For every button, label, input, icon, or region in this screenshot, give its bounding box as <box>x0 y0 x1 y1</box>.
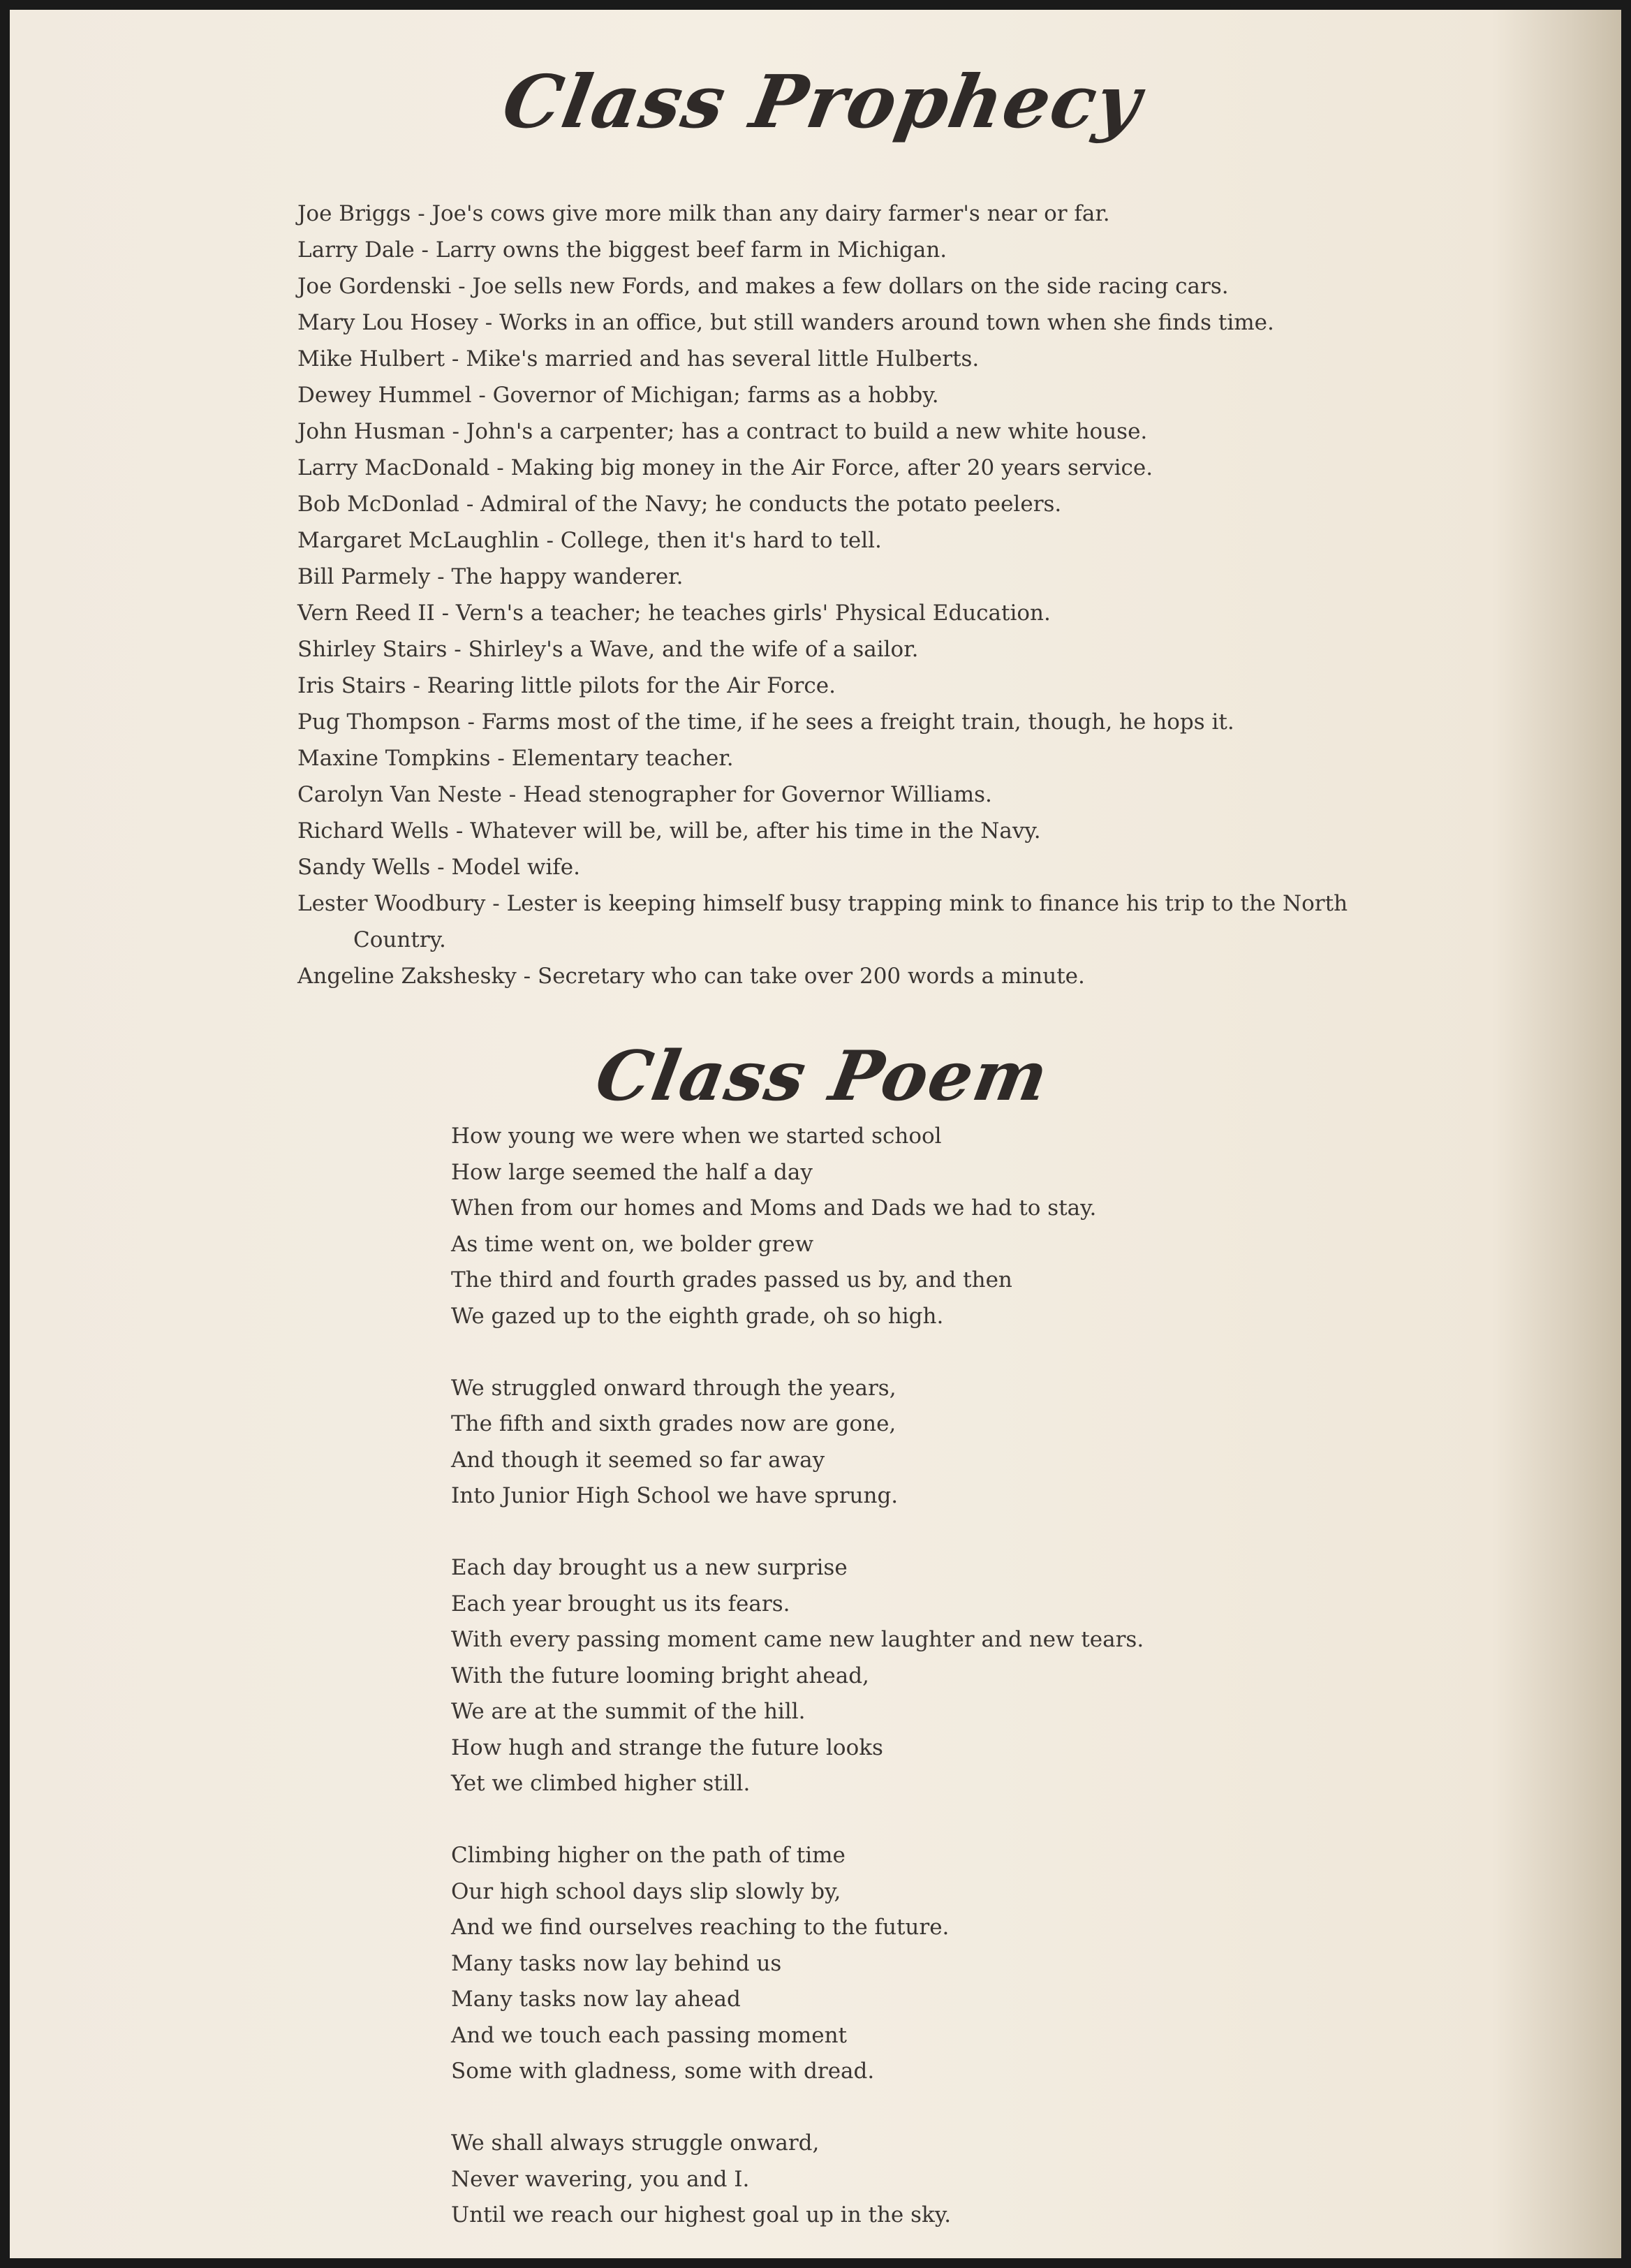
prophecy-entry: Mike Hulbert - Mike's married and has several little Hulberts. <box>297 346 980 371</box>
poem-line: Yet we climbed higher still. <box>451 1771 751 1796</box>
poem-line: With the future looming bright ahead, <box>451 1663 869 1688</box>
poem-line: Climbing higher on the path of time <box>451 1843 846 1868</box>
poem-line: Many tasks now lay ahead <box>451 1987 741 2012</box>
prophecy-entry: Joe Gordenski - Joe sells new Fords, and makes a few dollars on the side racing cars. <box>297 274 1229 299</box>
poem-stanza <box>451 1550 1429 1802</box>
poem-line: Into Junior High School we have sprung. <box>451 1483 899 1508</box>
poem-line: Never wavering, you and I. <box>451 2166 750 2192</box>
class-poem-title: Class Poem <box>590 1036 1055 1117</box>
poem-line: Each day brought us a new surprise <box>451 1555 848 1580</box>
prophecy-entry: Carolyn Van Neste - Head stenographer for Governor Williams. <box>297 782 992 807</box>
poem-line: We gazed up to the eighth grade, oh so high. <box>451 1303 944 1329</box>
prophecy-entry: John Husman - John's a carpenter; has a contract to build a new white house. <box>297 419 1148 444</box>
prophecy-entry: Richard Wells - Whatever will be, will be, after his time in the Navy. <box>297 818 1041 844</box>
poem-line: How hugh and strange the future looks <box>451 1735 883 1760</box>
poem-line: And we find ourselves reaching to the future. <box>451 1915 950 1940</box>
prophecy-entry: Sandy Wells - Model wife. <box>297 855 580 880</box>
prophecy-entry: Angeline Zakshesky - Secretary who can take over 200 words a minute. <box>297 964 1085 989</box>
poem-line: Our high school days slip slowly by, <box>451 1878 841 1904</box>
prophecy-entry: Iris Stairs - Rearing little pilots for the Air Force. <box>297 673 836 698</box>
prophecy-entry: Bill Parmely - The happy wanderer. <box>297 564 684 589</box>
poem-line: And though it seemed so far away <box>451 1447 825 1473</box>
prophecy-entry: Mary Lou Hosey - Works in an office, but still wanders around town when she finds time. <box>297 310 1274 335</box>
prophecy-entry: Shirley Stairs - Shirley's a Wave, and the wife of a sailor. <box>297 637 919 662</box>
yearbook-page <box>10 10 1621 2258</box>
prophecy-entry: Larry Dale - Larry owns the biggest beef farm in Michigan. <box>297 237 947 263</box>
prophecy-entry: Joe Briggs - Joe's cows give more milk than any dairy farmer's near or far. <box>297 201 1110 226</box>
poem-stanza <box>451 1371 1429 1515</box>
prophecy-entry: Vern Reed II - Vern's a teacher; he teaches girls' Physical Education. <box>297 601 1051 626</box>
poem-line: How large seemed the half a day <box>451 1159 813 1185</box>
poem-line: We struggled onward through the years, <box>451 1375 896 1401</box>
prophecy-list <box>297 196 1408 994</box>
poem-line: Each year brought us its fears. <box>451 1591 790 1617</box>
poem-line: We shall always struggle onward, <box>451 2130 820 2156</box>
poem-line: Some with gladness, some with dread. <box>451 2059 875 2084</box>
poem-stanza <box>451 1119 1429 1334</box>
prophecy-entry: Pug Thompson - Farms most of the time, if he sees a freight train, though, he hops it. <box>297 709 1234 735</box>
poem-line: We are at the summit of the hill. <box>451 1699 806 1724</box>
prophecy-entry: Maxine Tompkins - Elementary teacher. <box>297 746 734 771</box>
class-poem <box>451 1119 1429 2258</box>
poem-line: When from our homes and Moms and Dads we had to stay. <box>451 1195 1097 1221</box>
prophecy-entry: Dewey Hummel - Governor of Michigan; farms as a hobby. <box>297 383 939 408</box>
poem-line: And we touch each passing moment <box>451 2022 848 2048</box>
poem-line: As time went on, we bolder grew <box>451 1231 814 1257</box>
poem-line: The fifth and sixth grades now are gone, <box>451 1411 896 1436</box>
poem-stanza <box>451 2126 1429 2234</box>
class-prophecy-title: Class Prophecy <box>496 59 1149 145</box>
poem-line: Many tasks now lay behind us <box>451 1950 782 1976</box>
prophecy-entry: Bob McDonlad - Admiral of the Navy; he conducts the potato peelers. <box>297 492 1062 517</box>
poem-line: The third and fourth grades passed us by, and then <box>451 1267 1012 1293</box>
prophecy-entry: Larry MacDonald - Making big money in the Air Force, after 20 years service. <box>297 455 1153 480</box>
poem-line: How young we were when we started school <box>451 1124 942 1149</box>
prophecy-entry: Lester Woodbury - Lester is keeping himself busy trapping mink to finance his trip to the North Country. <box>297 891 1348 952</box>
poem-line: With every passing moment came new laughter and new tears. <box>451 1627 1144 1652</box>
prophecy-entry: Margaret McLaughlin - College, then it's hard to tell. <box>297 528 882 553</box>
poem-line: Until we reach our highest goal up in the sky. <box>451 2202 952 2228</box>
poem-stanza <box>451 1838 1429 2090</box>
